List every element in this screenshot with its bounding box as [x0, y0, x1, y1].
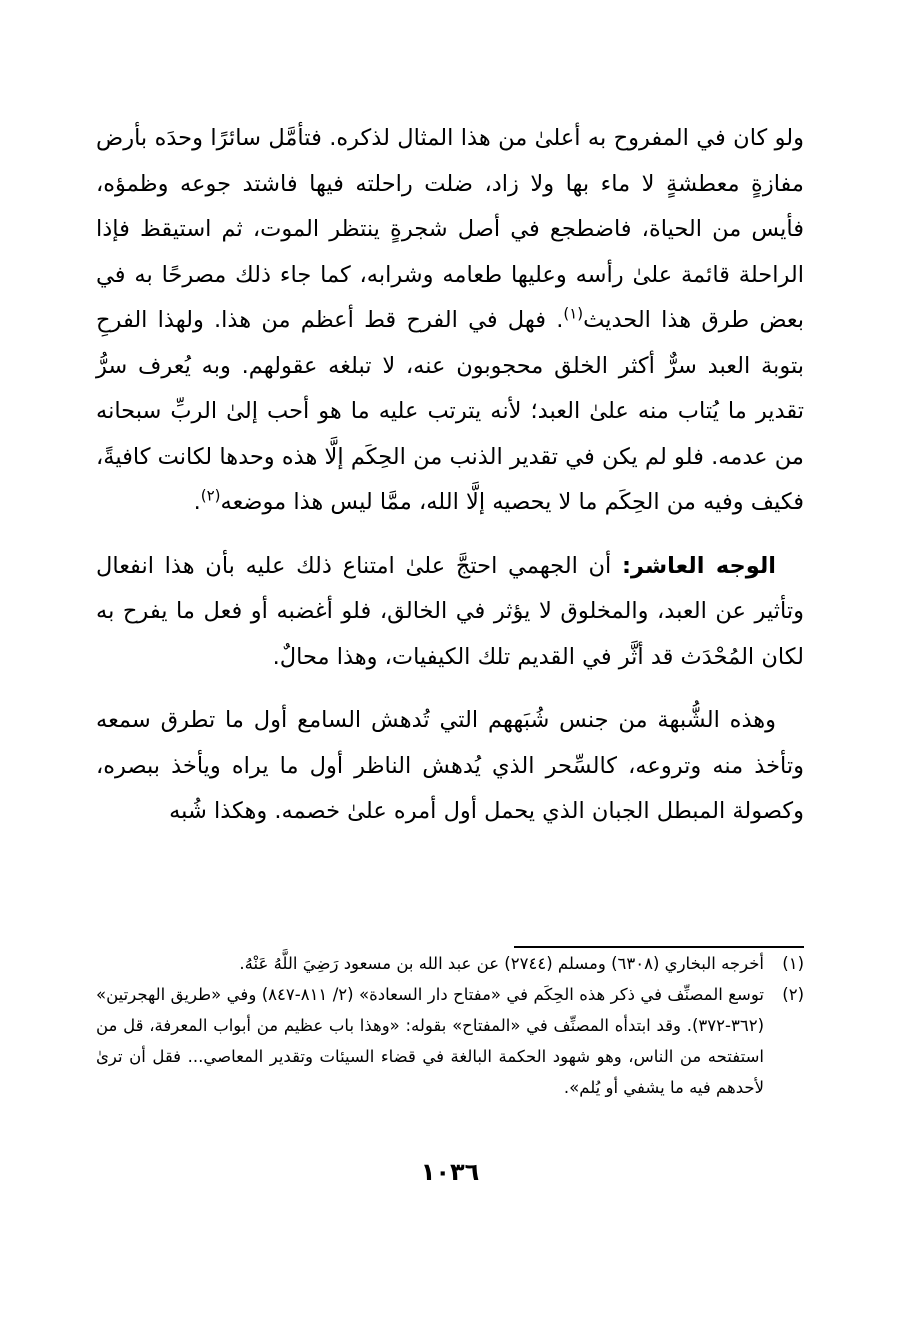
- paragraph-2: [96, 544, 804, 681]
- footnote-2-text: توسع المصنِّف في ذكر هذه الحِكَم في «مفتاح دار السعادة» (٢/ ٨١١-٨٤٧) وفي «طريق الهجرتين» (٣٦٢-٣٧٢). وقد ابتدأه المصنِّف في «المفتاح» بقوله: «وهذا باب عظيم من أبواب المعرفة، قل من استفتحه من الناس، وهو شهود الحكمة البالغة في قضاء السيئات وتقدير المعاصي... فقل أن ترىٰ لأحدهم فيه ما يشفي أو يُلم».: [96, 985, 765, 1097]
- footnote-1-number: (١): [782, 954, 804, 973]
- section-heading: الوجه العاشر:: [622, 552, 776, 579]
- paragraph-1-text: ولو كان في المفروح به أعلىٰ من هذا المثال لذكره. فتأمَّل سائرًا وحدَه بأرض مفازةٍ معطشةٍ لا ماء بها ولا زاد، ضلت راحلته فيها فاشتد جوعه وظمؤه، فأيس من الحياة، فاضطجع في أصل شجرةٍ ينتظر الموت، ثم استيقظ فإذا الراحلة قائمة علىٰ رأسه وعليها طعامه وشرابه، كما جاء ذلك مصرحًا به في بعض طرق هذا الحديث: [96, 125, 805, 333]
- footnote-ref-1[interactable]: (١): [563, 304, 584, 323]
- paragraph-1-end: .: [193, 489, 201, 515]
- paragraph-3: [96, 698, 804, 835]
- paragraph-1-continuation: . فهل في الفرح قط أعظم من هذا. ولهذا الفرحِ بتوبة العبد سرٌّ أكثر الخلق محجوبون عنه، لا تبلغه عقولهم. وبه يُعرف سرُّ تقدير ما يُتاب منه علىٰ العبد؛ لأنه يترتب عليه ما هو أحب إلىٰ الربِّ سبحانه من عدمه. فلو لم يكن في تقدير الذنب من الحِكَم إلَّا هذه وحدها لكانت كافيةً، فكيف وفيه من الحِكَم ما لا يحصيه إلَّا الله، ممَّا ليس هذا موضعه: [96, 307, 804, 515]
- paragraph-3-text: وهذه الشُّبهة من جنس شُبَههم التي تُدهش السامع أول ما تطرق سمعه وتأخذ منه وتروعه، كالسِّحر الذي يُدهش الناظر أول ما يراه ويأخذ ببصره، وكصولة المبطل الجبان الذي يحمل أول أمره علىٰ خصمه. وهكذا شُبه: [96, 707, 804, 824]
- footnote-1: [96, 948, 804, 979]
- footnote-2-number: (٢): [782, 985, 804, 1004]
- paragraph-2-text: أن الجهمي احتجَّ علىٰ امتناع ذلك عليه بأن هذا انفعال وتأثير عن العبد، والمخلوق لا يؤثر في الخالق، فلو أغضبه أو فعل ما يفرح به لكان المُحْدَث قد أثَّر في القديم تلك الكيفيات، وهذا محالٌ.: [96, 552, 804, 670]
- main-text-block: [96, 116, 804, 835]
- footnote-1-text: أخرجه البخاري (٦٣٠٨) ومسلم (٢٧٤٤) عن عبد الله بن مسعود رَضِيَ اللَّهُ عَنْهُ.: [239, 954, 764, 973]
- paragraph-1: [96, 116, 804, 526]
- footnote-2: [96, 979, 804, 1103]
- footnote-ref-2[interactable]: (٢): [200, 486, 221, 505]
- page-number: ١٠٣٦: [420, 1158, 480, 1186]
- footnotes-block: [96, 948, 804, 1103]
